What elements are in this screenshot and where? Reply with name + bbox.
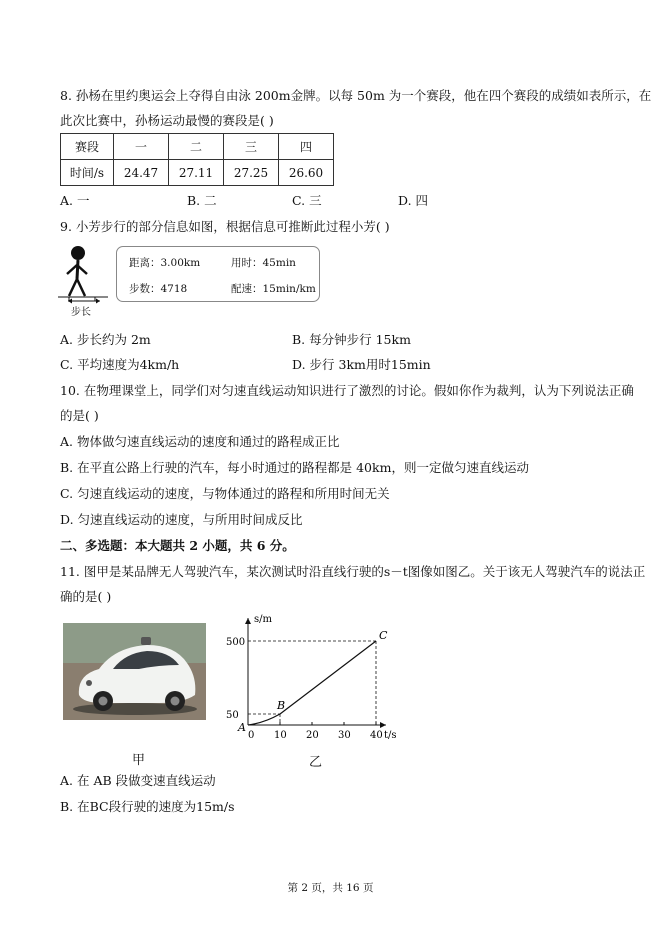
x-tick-label: 40 — [370, 730, 383, 741]
q8-option-c[interactable]: C. 三 — [292, 193, 322, 208]
walking-info-card — [116, 246, 320, 302]
time-value: 用时：45min — [231, 257, 296, 269]
q10-option-d[interactable]: D. 匀速直线运动的速度，与所用时间成反比 — [60, 512, 303, 527]
q11-stem-line1: 11. 图甲是某品牌无人驾驶汽车，某次测试时沿直线行驶的s－t图像如图乙。关于该无人驾驶汽车的说法正 — [60, 564, 646, 579]
q11-option-a[interactable]: A. 在 AB 段做变速直线运动 — [60, 773, 216, 788]
q11-option-b[interactable]: B. 在BC段行驶的速度为15m/s — [60, 799, 235, 814]
distance-value: 距离：3.00km — [129, 257, 201, 269]
table-cell: 27.25 — [224, 160, 279, 186]
step-length-label: 步长 — [71, 307, 91, 318]
steps-value: 步数：4718 — [129, 283, 188, 295]
x-tick-label: 10 — [274, 730, 287, 741]
q10-option-a[interactable]: A. 物体做匀速直线运动的速度和通过的路程成正比 — [60, 434, 340, 449]
chart-marks — [237, 629, 388, 734]
self-driving-car-photo — [63, 623, 206, 720]
walking-person-figure — [58, 243, 108, 301]
q8-option-a[interactable]: A. 一 — [60, 193, 90, 208]
table-header-cell: 二 — [169, 134, 224, 160]
y-axis-arrow — [245, 618, 251, 624]
table-cell: 26.60 — [279, 160, 334, 186]
q8-score-table — [60, 133, 334, 186]
table-header-cell: 赛段 — [61, 134, 114, 160]
q8-option-b[interactable]: B. 二 — [187, 193, 217, 208]
table-cell: 24.47 — [114, 160, 169, 186]
segment-bc — [280, 641, 376, 714]
car-illustration — [63, 623, 206, 720]
q9-option-d[interactable]: D. 步行 3km用时15min — [292, 357, 431, 372]
q10-stem-line2: 的是( ) — [60, 408, 99, 423]
q11-stem-line2: 确的是( ) — [60, 589, 112, 604]
table-cell: 时间/s — [61, 160, 114, 186]
x-axis-label: t/s — [384, 730, 397, 741]
x-tick-label: 30 — [338, 730, 351, 741]
y-tick-label: 500 — [226, 637, 246, 648]
y-axis-label: s/m — [254, 614, 272, 625]
point-label-a: A — [238, 721, 246, 734]
table-header-cell: 三 — [224, 134, 279, 160]
q9-option-a[interactable]: A. 步长约为 2m — [60, 332, 151, 347]
q9-stem: 9. 小芳步行的部分信息如图，根据信息可推断此过程小芳( ) — [60, 219, 390, 234]
q10-stem-line1: 10. 在物理课堂上，同学们对匀速直线运动知识进行了激烈的讨论。假如你作为裁判，认为下列说法正确 — [60, 383, 634, 398]
s-t-chart — [226, 610, 406, 750]
point-label-c: C — [379, 629, 388, 642]
q8-option-d[interactable]: D. 四 — [398, 193, 429, 208]
table-header-cell: 一 — [114, 134, 169, 160]
table-header-cell: 四 — [279, 134, 334, 160]
point-label-b: B — [277, 699, 286, 712]
page-footer: 第 2 页，共 16 页 — [287, 882, 374, 894]
table-row — [61, 160, 334, 186]
q9-option-b[interactable]: B. 每分钟步行 15km — [292, 332, 411, 347]
figure-caption-right: 乙 — [309, 755, 323, 770]
q10-option-c[interactable]: C. 匀速直线运动的速度，与物体通过的路程和所用时间无关 — [60, 486, 390, 501]
figure-caption-left: 甲 — [132, 753, 146, 768]
q9-option-c[interactable]: C. 平均速度为4km/h — [60, 357, 180, 372]
q8-stem-line1: 8. 孙杨在里约奥运会上夺得自由泳 200m金牌。以每 50m 为一个赛段，他在四个赛段的成绩如表所示，在 — [60, 88, 652, 103]
y-tick-label: 50 — [226, 710, 239, 721]
pace-value: 配速：15min/km — [231, 283, 316, 295]
q8-stem-line2: 此次比赛中，孙杨运动最慢的赛段是( ) — [60, 113, 274, 128]
x-tick-label: 20 — [306, 730, 319, 741]
segment-ab — [248, 714, 280, 725]
origin-label: 0 — [248, 730, 255, 741]
x-axis-arrow — [380, 722, 386, 728]
q10-option-b[interactable]: B. 在平直公路上行驶的汽车，每小时通过的路程都是 40km，则一定做匀速直线运动 — [60, 460, 529, 475]
table-cell: 27.11 — [169, 160, 224, 186]
table-row — [61, 134, 334, 160]
section-heading: 二、多选题：本大题共 2 小题，共 6 分。 — [60, 538, 295, 553]
